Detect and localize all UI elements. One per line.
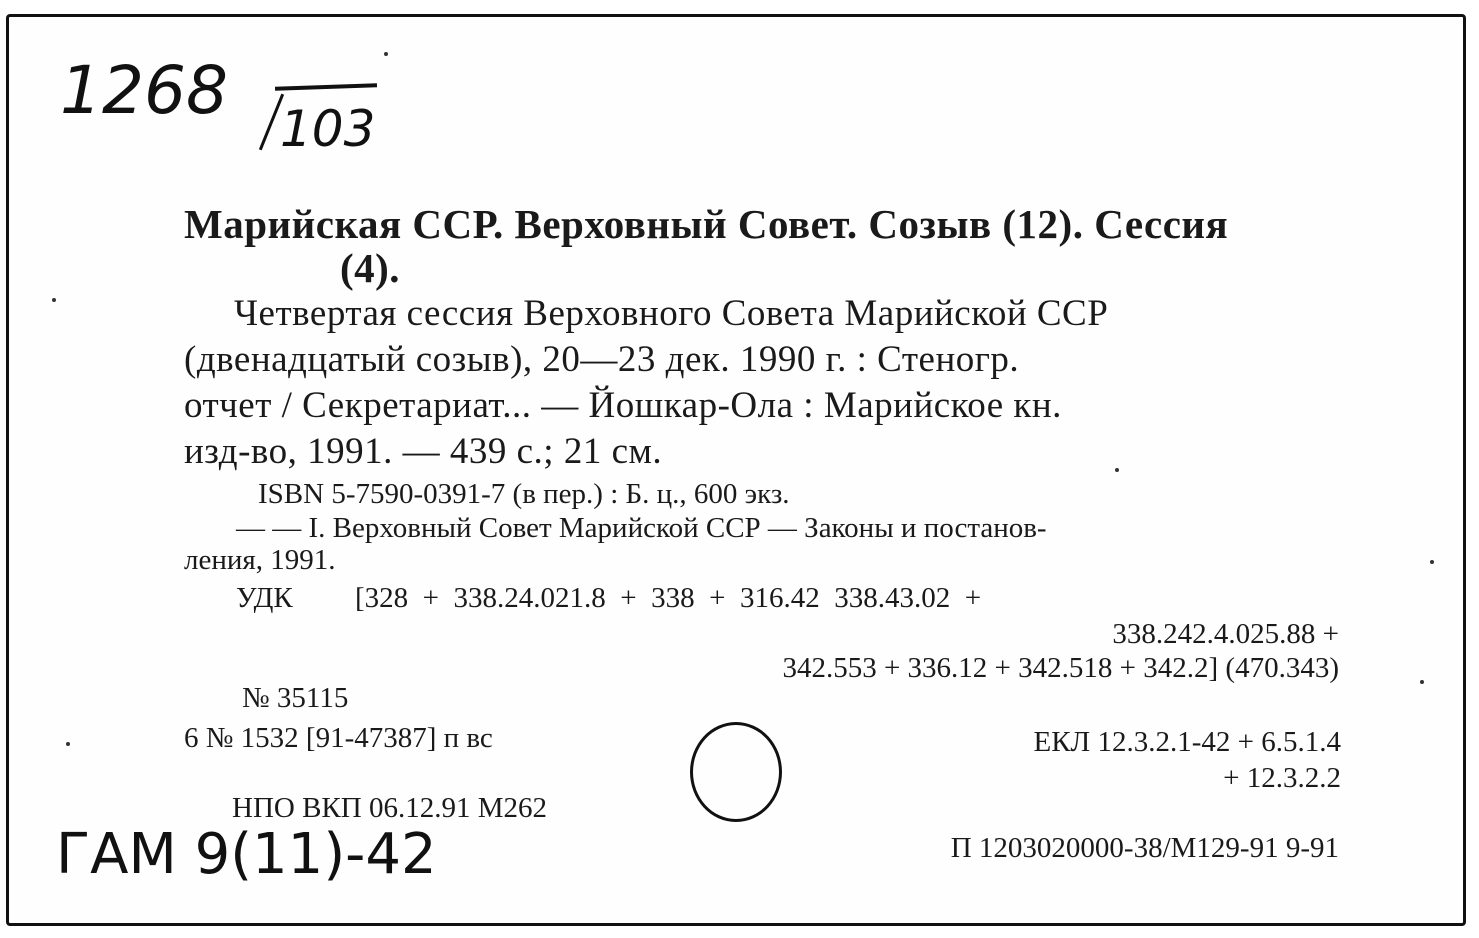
udk-line-2: 338.242.4.025.88 + [1112,618,1339,650]
udk-line-1: [328 + 338.24.021.8 + 338 + 316.42 338.43.02 + [355,582,982,614]
ekl-line-2: + 12.3.2.2 [1223,762,1341,794]
handwritten-call-number-sub: 103 [280,100,376,158]
subject-line-2: ления, 1991. [184,544,336,576]
heading-line-1: Марийская ССР. Верховный Совет. Созыв (12). Сессия [184,201,1229,247]
ekl-line-1: ЕКЛ 12.3.2.1-42 + 6.5.1.4 [1033,726,1341,758]
speck [52,298,56,302]
speck [1115,468,1119,472]
card-number: № 35115 [242,682,349,714]
handwritten-bottom-note: ГАМ 9(11)-42 [56,822,437,887]
punch-circle [690,722,782,822]
p-code-line: П 1203020000-38/М129-91 9-91 [950,832,1339,864]
speck [1430,560,1434,564]
body-line-4: изд-во, 1991. — 439 с.; 21 см. [184,431,663,472]
body-line-1: Четвертая сессия Верховного Совета Марийской ССР [234,293,1109,334]
udk-line-3: 342.553 + 336.12 + 342.518 + 342.2] (470.343) [782,652,1339,684]
udk-label: УДК [236,582,293,614]
speck [66,742,70,746]
order-number: 6 № 1532 [91-47387] п вс [184,722,493,754]
body-line-3: отчет / Секретариат... — Йошкар-Ола : Марийское кн. [184,385,1062,426]
speck [384,52,388,56]
subject-line-1: — — I. Верховный Совет Марийской ССР — Законы и постанов- [236,512,1047,544]
isbn-line: ISBN 5-7590-0391-7 (в пер.) : Б. ц., 600 экз. [258,478,790,510]
npo-line: НПО ВКП 06.12.91 М262 [232,792,547,824]
handwritten-call-number: 1268 [60,52,228,129]
speck [1420,680,1424,684]
heading-line-2: (4). [340,245,401,291]
body-line-2: (двенадцатый созыв), 20—23 дек. 1990 г. : Стеногр. [184,339,1020,380]
